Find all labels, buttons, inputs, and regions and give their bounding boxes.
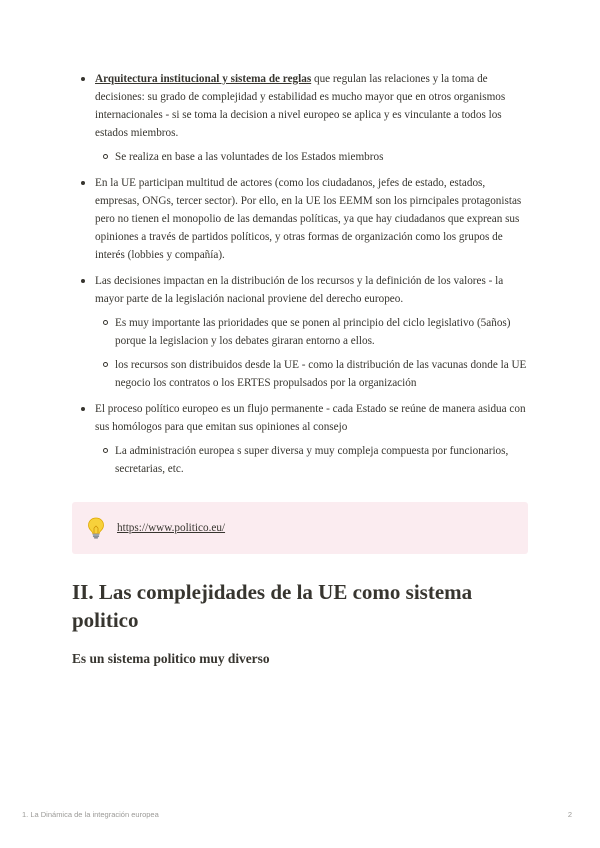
lightbulb-icon xyxy=(87,517,105,539)
politico-link[interactable]: https://www.politico.eu/ xyxy=(117,522,226,534)
sub-bullet-list xyxy=(95,442,528,478)
list-item-text: que regulan las relaciones y la toma de decisiones: su grado de complejidad y estabilidad es mucho mayor que en otros organismos internacionales - si se toma la decision a nivel europeo se aplica y es vinculante a todos los estados miembros. xyxy=(95,73,506,139)
list-item xyxy=(95,400,528,478)
page-content xyxy=(72,70,528,486)
subsection-heading: Es un sistema politico muy diverso xyxy=(72,651,270,666)
sub-list-item: Es muy importante las prioridades que se ponen al principio del ciclo legislativo (5años) porque la legislacion y los debates giraran entorno a ellos. xyxy=(115,314,528,350)
list-item xyxy=(95,70,528,166)
sub-bullet-list xyxy=(95,148,528,166)
list-item-text: Las decisiones impactan en la distribución de los recursos y la definición de los valores - la mayor parte de la legislación nacional proviene del derecho europeo. xyxy=(95,275,504,305)
callout-box xyxy=(72,502,528,554)
sub-list-item: La administración europea s super diversa y muy compleja compuesta por funcionarios, secretarias, etc. xyxy=(115,442,528,478)
list-item xyxy=(95,174,528,264)
list-item-text: El proceso político europeo es un flujo permanente - cada Estado se reúne de manera asidua con sus homólogos para que emitan sus opiniones al consejo xyxy=(95,403,526,433)
list-item xyxy=(95,272,528,392)
sub-list-item: Se realiza en base a las voluntades de los Estados miembros xyxy=(115,148,528,166)
footer-document-title: 1. La Dinámica de la integración europea xyxy=(22,810,159,819)
sub-list-item: los recursos son distribuidos desde la UE - como la distribución de las vacunas donde la UE negocio los contratos o los ERTES propulsados por la organización xyxy=(115,356,528,392)
list-item-text: En la UE participan multitud de actores (como los ciudadanos, jefes de estado, estados, empresas, ONGs, tercer sector). Por ello, en la UE los EEMM son los pirncipales protagonistas pero no tienen el monopolio de las demandas políticas, ya que hay ciudadanos que exprean sus opiniones a través de partidos políticos, y otras formas de organización como los grupos de interés (lobbies y compañía). xyxy=(95,177,522,261)
list-item-lead: Arquitectura institucional y sistema de reglas xyxy=(95,73,312,85)
footer-page-number: 2 xyxy=(567,810,572,819)
section-heading: II. Las complejidades de la UE como sistema politico xyxy=(72,580,473,632)
sub-bullet-list xyxy=(95,314,528,392)
bullet-list xyxy=(72,70,528,478)
